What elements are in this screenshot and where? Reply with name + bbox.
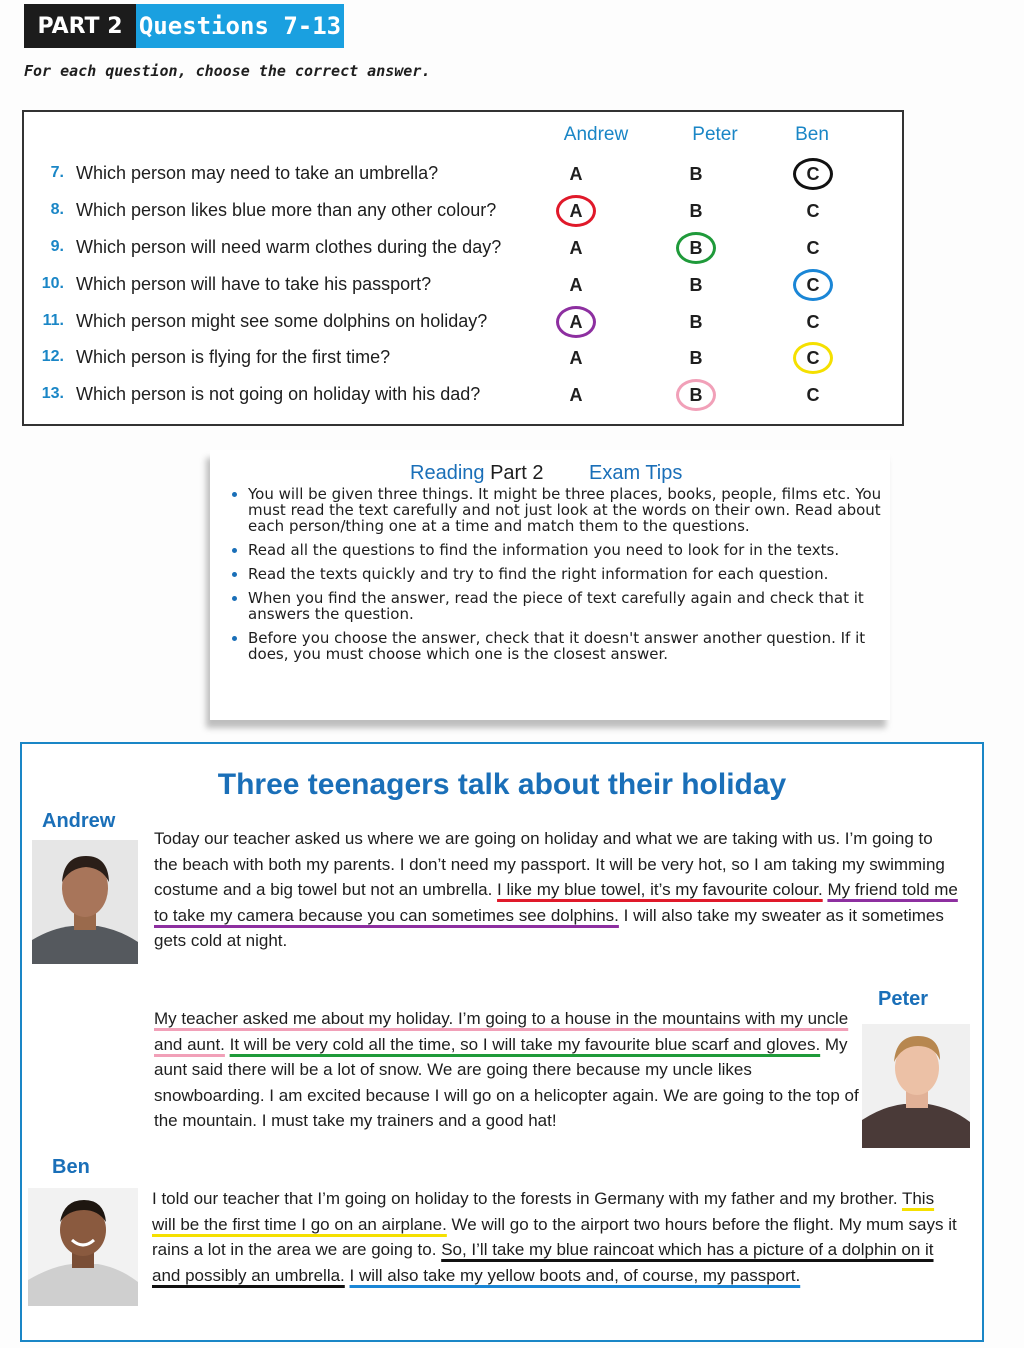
exam-tip-item: • When you find the answer, read the piece of text carefully again and check that it answers the question. <box>248 590 888 622</box>
question-row <box>22 266 902 303</box>
ben-photo <box>28 1188 138 1306</box>
answer-option-a[interactable]: A <box>569 163 583 184</box>
ben-text-2: We will go to the airport two hours before the flight. My mum says it rains a lot in the area we are going to. <box>152 1214 957 1259</box>
part-label: PART 2 <box>24 4 136 48</box>
answer-option-c-circled[interactable]: C <box>793 342 833 374</box>
question-number: 9. <box>50 238 64 255</box>
question-row <box>22 303 902 340</box>
question-row <box>22 192 902 229</box>
andrew-underline-purple: My friend told me to take my camera because you can sometimes see dolphins. <box>154 880 958 925</box>
andrew-name: Andrew <box>42 810 116 832</box>
peter-name: Peter <box>878 988 929 1010</box>
peter-paragraph <box>154 1006 860 1134</box>
question-text: Which person may need to take an umbrella? <box>76 163 439 183</box>
column-header-andrew: Andrew <box>563 124 629 145</box>
question-row <box>22 155 902 192</box>
ben-paragraph <box>152 1186 960 1288</box>
answer-option-a-circled[interactable]: A <box>556 306 596 338</box>
tips-title-reading: Reading <box>410 462 485 484</box>
question-number: 7. <box>50 164 64 181</box>
andrew-photo <box>32 840 138 964</box>
exam-tips-card <box>210 450 890 720</box>
answer-option-b[interactable]: B <box>689 274 703 295</box>
answer-option-c[interactable]: C <box>806 200 820 221</box>
exam-tips-title <box>410 462 682 485</box>
answer-option-a[interactable]: A <box>569 274 583 295</box>
instruction-text: For each question, choose the correct answer. <box>24 62 431 80</box>
question-text: Which person is flying for the first time? <box>76 347 391 367</box>
answer-option-a[interactable]: A <box>569 347 583 368</box>
answer-option-b-circled[interactable]: B <box>676 232 716 264</box>
exam-tip-item: • Read all the questions to find the information you need to look for in the texts. <box>248 542 888 558</box>
answer-option-b[interactable]: B <box>689 200 703 221</box>
answer-option-a-circled[interactable]: A <box>556 195 596 227</box>
question-text: Which person will have to take his passport? <box>76 274 432 294</box>
answer-option-b[interactable]: B <box>689 347 703 368</box>
question-row <box>22 229 902 266</box>
answer-option-b[interactable]: B <box>689 311 703 332</box>
answer-option-c-circled[interactable]: C <box>793 158 833 190</box>
andrew-text-1: Today our teacher asked us where we are going on holiday and what we are taking with us. I’m going to the beach with both my parents. I don’t need my passport. It will be very hot, so I am taking my swimming costume and a big towel but not an umbrella. <box>154 829 945 899</box>
ben-underline-yellow: This will be the first time I go on an airplane. <box>152 1189 935 1234</box>
answer-option-a[interactable]: A <box>569 237 583 258</box>
exam-tip-item: • Read the texts quickly and try to find the right information for each question. <box>248 566 888 582</box>
peter-photo <box>862 1024 970 1148</box>
answer-option-b-circled[interactable]: B <box>676 379 716 411</box>
question-text: Which person might see some dolphins on holiday? <box>76 311 488 331</box>
answer-option-c-circled[interactable]: C <box>793 269 833 301</box>
exam-tips-list <box>222 486 888 670</box>
tips-title-exam: Exam Tips <box>589 462 683 484</box>
ben-underline-blue: I will also take my yellow boots and, of course, my passport. <box>349 1265 801 1285</box>
question-number: 12. <box>41 348 64 365</box>
exam-tip-item: • You will be given three things. It might be three places, books, people, films etc. You must read the text carefully and not just look at the words on their own. Read about each person/thing one at a time and match them to the questions. <box>248 486 888 534</box>
question-text: Which person likes blue more than any other colour? <box>76 200 497 220</box>
question-text: Which person is not going on holiday with his dad? <box>76 384 481 404</box>
ben-name: Ben <box>52 1156 90 1178</box>
andrew-paragraph <box>154 826 960 954</box>
peter-text-1: My aunt said there will be a lot of snow. We are going there because my uncle likes snowboarding. I am excited because I will go on a helicopter again. We are going to the top of the mountain. I must take my trainers and a good hat! <box>154 1034 859 1130</box>
question-number: 11. <box>42 312 64 329</box>
ben-text-1: I told our teacher that I’m going on holiday to the forests in Germany with my father and my brother. <box>152 1189 902 1208</box>
ben-underline-black: So, I’ll take my blue raincoat which has a picture of a dolphin on it and possibly an umbrella. <box>152 1240 934 1285</box>
question-number: 13. <box>41 385 64 402</box>
tips-title-part: Part 2 <box>490 462 544 484</box>
column-header-peter: Peter <box>692 124 738 145</box>
answer-option-c[interactable]: C <box>806 237 820 258</box>
questions-label: Questions 7-13 <box>136 4 344 48</box>
andrew-text-2: I will also take my sweater as it sometimes gets cold at night. <box>154 905 944 950</box>
passage-title: Three teenagers talk about their holiday <box>217 768 787 801</box>
exam-tip-item: • Before you choose the answer, check that it doesn't answer another question. If it does, you must choose which one is the closest answer. <box>248 630 888 662</box>
peter-underline-green: It will be very cold all the time, so I will take my favourite blue scarf and gloves. <box>229 1034 821 1054</box>
question-number: 10. <box>41 275 64 292</box>
question-row <box>22 376 902 413</box>
answer-option-b[interactable]: B <box>689 163 703 184</box>
question-number: 8. <box>50 201 64 218</box>
answer-option-c[interactable]: C <box>806 311 820 332</box>
question-text: Which person will need warm clothes during the day? <box>76 237 502 257</box>
answer-option-c[interactable]: C <box>806 384 820 405</box>
question-row <box>22 339 902 376</box>
andrew-underline-red: I like my blue towel, it’s my favourite colour. <box>497 880 823 899</box>
peter-underline-pink: My teacher asked me about my holiday. I’m going to a house in the mountains with my uncle and aunt. <box>154 1009 849 1054</box>
answer-option-a[interactable]: A <box>569 384 583 405</box>
column-header-ben: Ben <box>795 124 829 145</box>
